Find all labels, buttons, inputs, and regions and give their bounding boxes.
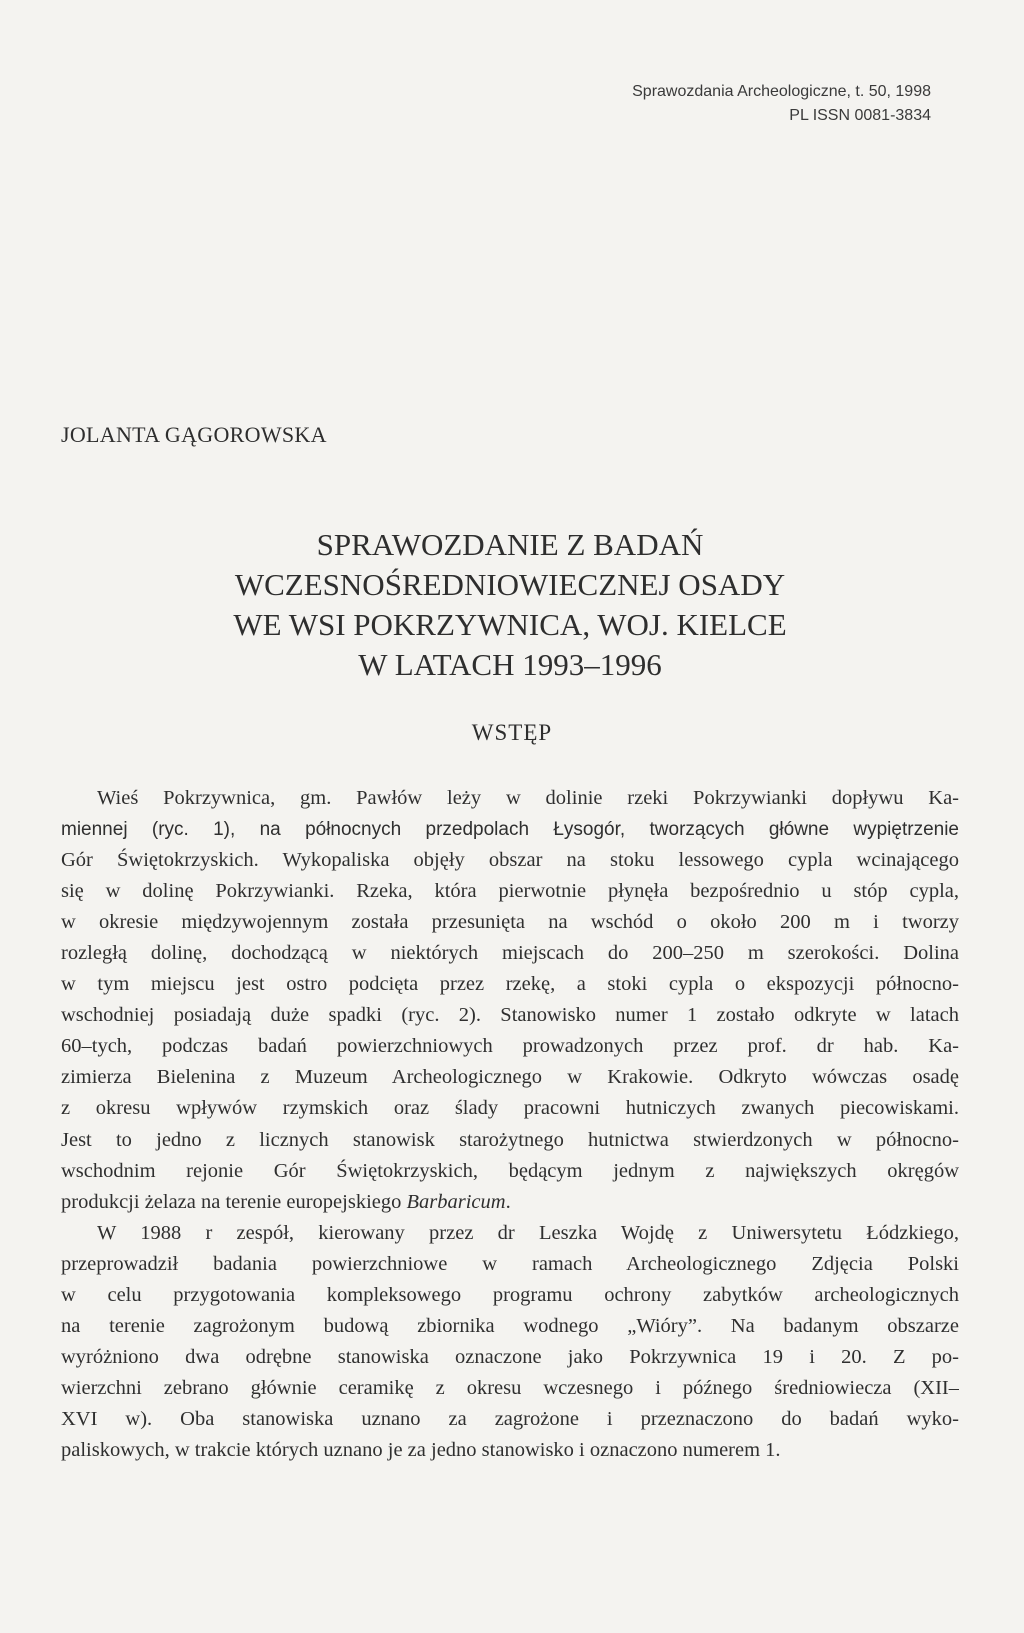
- text-line: przeprowadził badania powierzchniowe w ramach Archeologicznego Zdjęcia Polski: [61, 1252, 959, 1275]
- title-line: SPRAWOZDANIE Z BADAŃ: [316, 527, 704, 562]
- running-head: [632, 80, 931, 128]
- text-line: [61, 1187, 959, 1218]
- text-line: Jest to jedno z licznych stanowisk starożytnego hutnictwa stwierdzonych w północno-: [61, 1128, 959, 1151]
- title-line: W LATACH 1993–1996: [358, 647, 662, 682]
- journal-citation: Sprawozdania Archeologiczne, t. 50, 1998: [632, 83, 931, 100]
- text-line: się w dolinę Pokrzywianki. Rzeka, która pierwotnie płynęła bezpośrednio u stóp cypla,: [61, 880, 959, 903]
- text-line: zimierza Bielenina z Muzeum Archeologicznego w Krakowie. Odkryto wówczas osadę: [61, 1066, 959, 1089]
- text-line: w okresie międzywojennym została przesunięta na wschód o około 200 m i tworzy: [61, 911, 959, 934]
- text-line: wierzchni zebrano głównie ceramikę z okresu wczesnego i późnego średniowiecza (XII–: [61, 1376, 959, 1399]
- text-line: Gór Świętokrzyskich. Wykopaliska objęły obszar na stoku lessowego cypla wcinającego: [61, 849, 959, 872]
- text-line: wschodnim rejonie Gór Świętokrzyskich, będącym jednym z największych okręgów: [61, 1159, 959, 1182]
- title-line: WE WSI POKRZYWNICA, WOJ. KIELCE: [233, 607, 787, 642]
- text-line: na terenie zagrożonym budową zbiornika wodnego „Wióry”. Na badanym obszarze: [61, 1314, 959, 1337]
- section-heading: WSTĘP: [471, 720, 553, 745]
- article-title: [150, 525, 870, 685]
- text-run: .: [505, 1190, 511, 1213]
- issn-line: PL ISSN 0081-3834: [789, 107, 931, 124]
- body-text: [61, 783, 959, 1466]
- text-line: paliskowych, w trakcie których uznano je za jedno stanowisko i oznaczono numerem 1.: [61, 1438, 781, 1461]
- text-line: w celu przygotowania kompleksowego programu ochrony zabytków archeologicznych: [61, 1283, 959, 1306]
- text-line: z okresu wpływów rzymskich oraz ślady pracowni hutniczych zwanych piecowiskami.: [61, 1097, 959, 1120]
- text-line: 60–tych, podczas badań powierzchniowych prowadzonych przez prof. dr hab. Ka-: [61, 1035, 959, 1058]
- text-line: W 1988 r zespół, kierowany przez dr Leszka Wojdę z Uniwersytetu Łódzkiego,: [97, 1221, 959, 1244]
- text-line: Wieś Pokrzywnica, gm. Pawłów leży w dolinie rzeki Pokrzywianki dopływu Ka-: [97, 787, 959, 809]
- text-line: wschodniej posiadają duże spadki (ryc. 2). Stanowisko numer 1 zostało odkryte w latach: [61, 1004, 959, 1027]
- text-line: wyróżniono dwa odrębne stanowiska oznaczone jako Pokrzywnica 19 i 20. Z po-: [61, 1345, 959, 1368]
- text-run: produkcji żelaza na terenie europejskiego: [61, 1190, 407, 1213]
- text-line: rozległą dolinę, dochodzącą w niektórych miejscach do 200–250 m szerokości. Dolina: [61, 942, 959, 965]
- italic-term: Barbaricum: [406, 1190, 506, 1213]
- text-line: w tym miejscu jest ostro podcięta przez rzekę, a stoki cypla o ekspozycji północno-: [61, 973, 959, 996]
- text-line: miennej (ryc. 1), na północnych przedpolach Łysogór, tworzących główne wypiętrzenie: [61, 819, 959, 841]
- text-line: XVI w). Oba stanowiska uznano za zagrożone i przeznaczono do badań wyko-: [61, 1407, 959, 1430]
- author-name: JOLANTA GĄGOROWSKA: [61, 422, 327, 447]
- title-line: WCZESNOŚREDNIOWIECZNEJ OSADY: [234, 567, 786, 602]
